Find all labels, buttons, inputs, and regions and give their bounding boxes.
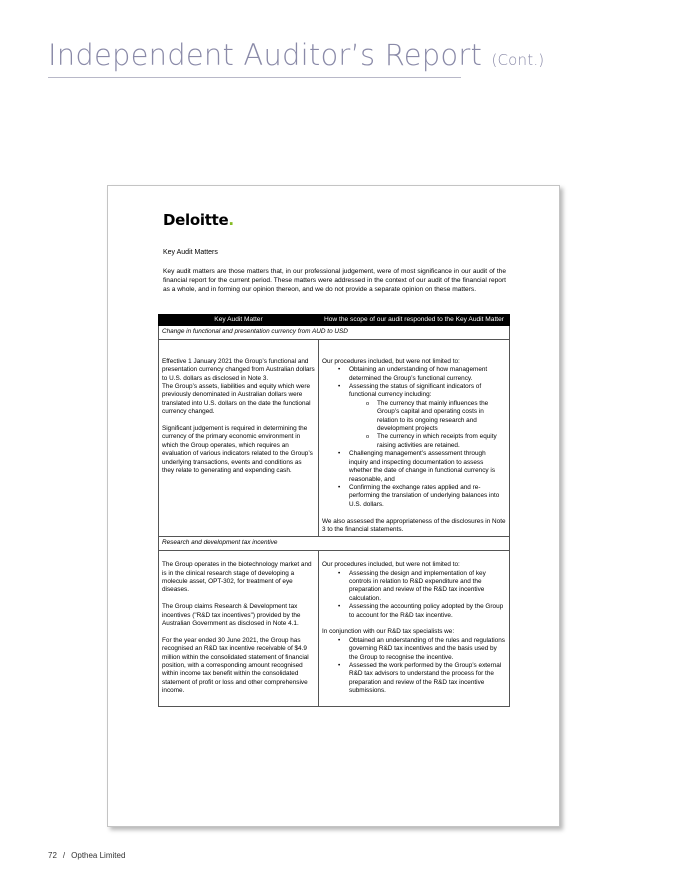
logo-dot: .	[228, 211, 234, 229]
matter-topic: Change in functional and presentation currency from AUD to USD	[159, 326, 510, 339]
procedure-list	[322, 637, 506, 696]
matter-paragraph: The Group operates in the biotechnology market and is in the clinical research stage of developing a molecule asset, OPT-302, for treatment of eye diseases.	[162, 561, 312, 594]
audit-response	[319, 339, 510, 537]
list-item: • Obtaining an understanding of how management determined the Group’s functional currency.	[322, 366, 506, 383]
page-footer	[48, 851, 125, 860]
matter-paragraph: The Group’s assets, liabilities and equity which were previously denominated in Australian dollars were translated into U.S. dollars on the date the functional currency changed.	[162, 383, 311, 416]
sub-list-item: o The currency that mainly influences the Group’s capital and operating costs in relation to its ongoing research and development projects	[322, 400, 506, 434]
key-audit-matters-heading: Key Audit Matters	[163, 249, 218, 256]
list-item: • Assessing the design and implementation of key controls in relation to R&D expenditure and the preparation and review of the R&D tax incentive calculation.	[322, 570, 506, 604]
matter-paragraph: Effective 1 January 2021 the Group’s functional and presentation currency changed from Australian dollars to U.S. dollars as disclosed in Note 3.	[162, 357, 315, 382]
key-audit-matters-table	[158, 314, 510, 707]
table-row	[159, 550, 510, 706]
deloitte-logo	[163, 211, 234, 229]
list-item: • Confirming the exchange rates applied and re-performing the translation of underlying balances into U.S. dollars.	[322, 484, 506, 509]
matter-paragraph: For the year ended 30 June 2021, the Group has recognised an R&D tax incentive receivable of $4.9 million within the consolidated statement of financial position, with a corresponding amount recognised within income tax benefit within the consolidated statement of profit or loss and other comprehensive income.	[162, 636, 309, 695]
procedure-list	[322, 570, 506, 620]
response-intro: Our procedures included, but were not limited to:	[322, 357, 460, 365]
sub-list	[322, 400, 506, 450]
list-item: • Assessed the work performed by the Group’s external R&D tax advisors to understand the process for the preparation and review of the R&D tax incentive submissions.	[322, 662, 506, 696]
footer-separator: /	[62, 851, 66, 860]
matter-description	[159, 550, 319, 706]
intro-paragraph: Key audit matters are those matters that, in our professional judgement, were of most significance in our audit of the financial report for the current period. These matters were addressed in the context of our audit of the financial report as a whole, and in forming our opinion thereon, and we do not provide a separate opinion on these matters.	[163, 268, 506, 294]
list-item	[322, 383, 506, 450]
page-title-text: Independent Auditor’s Report	[48, 38, 483, 72]
embedded-document	[107, 185, 560, 827]
page-number: 72	[48, 851, 57, 860]
column-header-response: How the scope of our audit responded to the Key Audit Matter	[319, 315, 510, 326]
response-mid: In conjunction with our R&D tax specialists we:	[322, 628, 455, 636]
table-row	[159, 326, 510, 339]
page-title-suffix: (Cont.)	[491, 51, 545, 69]
matter-paragraph: The Group claims Research & Development tax incentives ("R&D tax incentives") provided by the Australian Government as disclosed in Note 4.1.	[162, 603, 301, 627]
response-intro: Our procedures included, but were not limited to:	[322, 561, 460, 569]
logo-text: Deloitte	[163, 211, 229, 229]
title-divider	[48, 77, 461, 78]
audit-response	[319, 550, 510, 706]
response-outro: We also assessed the appropriateness of the disclosures in Note 3 to the financial statements.	[322, 517, 506, 533]
procedure-list	[322, 366, 506, 509]
matter-topic: Research and development tax incentive	[159, 537, 510, 550]
list-item: • Assessing the accounting policy adopted by the Group to account for the R&D tax incentive.	[322, 603, 506, 620]
table-row	[159, 339, 510, 537]
list-item-text: Assessing the status of significant indicators of functional currency including:	[349, 383, 482, 399]
sub-list-item: o The currency in which receipts from equity raising activities are retained.	[322, 433, 506, 450]
list-item: • Obtained an understanding of the rules and regulations governing R&D tax incentives and the basis used by the Group to recognise the incentive.	[322, 637, 506, 662]
matter-description	[159, 339, 319, 537]
page-title	[48, 40, 544, 72]
list-item: • Challenging management’s assessment through inquiry and inspecting documentation to assess whether the date of change in functional currency is reasonable, and	[322, 450, 506, 484]
company-name: Opthea Limited	[71, 851, 126, 860]
matter-paragraph: Significant judgement is required in determining the currency of the primary economic environment in which the Group operates, which requires an evaluation of various indicators related to the Group’s underlying transactions, events and conditions as they relate to generating and expending cash.	[162, 425, 313, 475]
table-row	[159, 537, 510, 550]
column-header-matter: Key Audit Matter	[159, 315, 319, 326]
table-header-row	[159, 315, 510, 326]
